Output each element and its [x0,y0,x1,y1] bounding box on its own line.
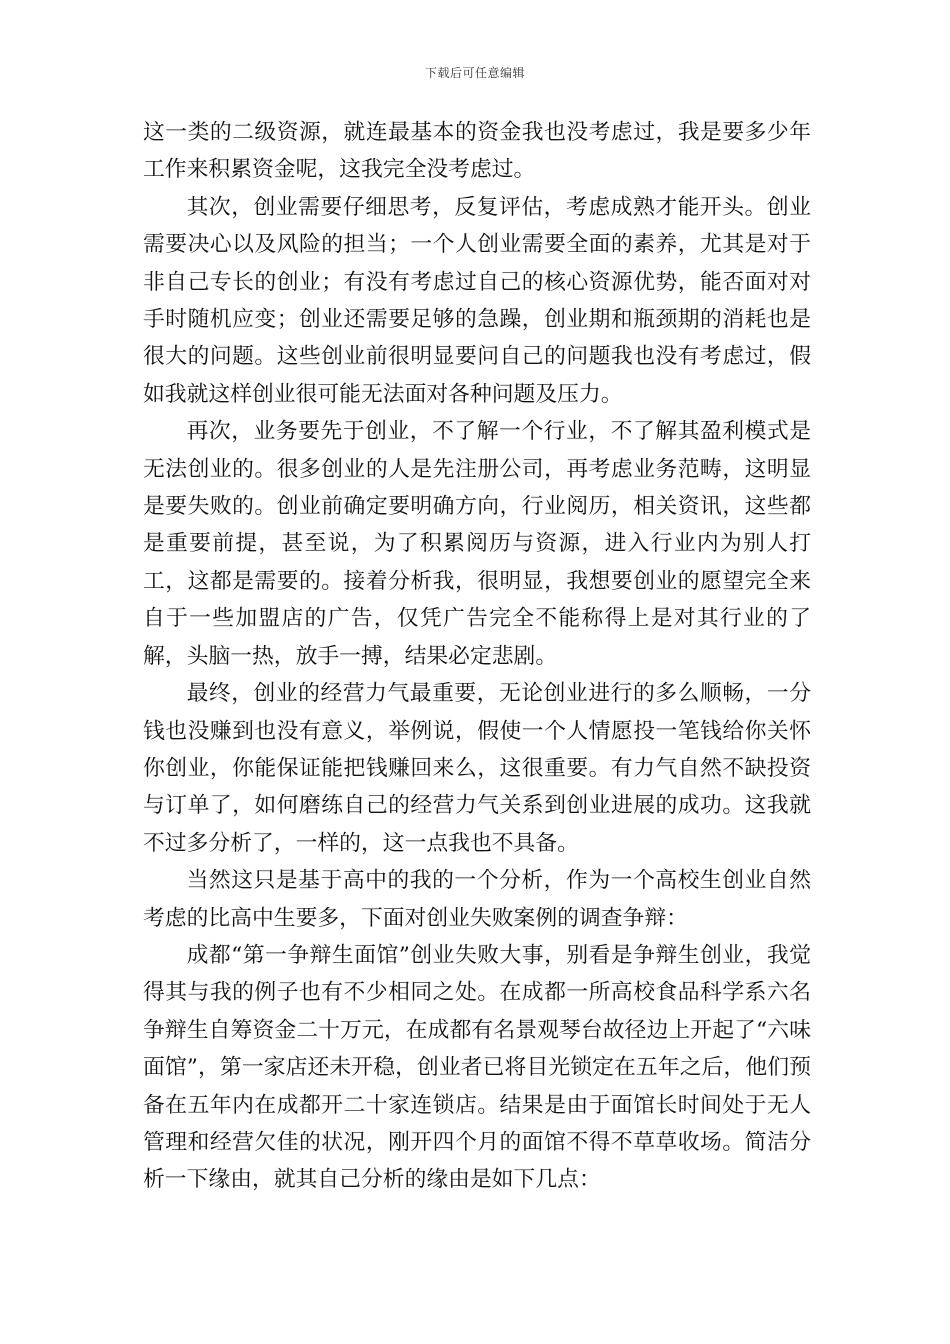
paragraph-2: 其次，创业需要仔细思考，反复评估，考虑成熟才能开头。创业需要决心以及风险的担当；一个人创业需要全面的素养，尤其是对于非自己专长的创业；有没有考虑过自己的核心资源优势，能否面对对手时随机应变；创业还需要足够的急躁，创业期和瓶颈期的消耗也是很大的问题。这些创业前很明显要问自己的问题我也没有考虑过，假如我就这样创业很可能无法面对各种问题及压力。 [143,194,811,407]
paragraph-4: 最终，创业的经营力气最重要，无论创业进行的多么顺畅，一分钱也没赚到也没有意义，举例说，假使一个人情愿投一笔钱给你关怀你创业，你能保证能把钱赚回来么，这很重要。有力气自然不缺投资与订单了，如何磨练自己的经营力气关系到创业进展的成功。这我就不过多分析了，一样的，这一点我也不具备。 [143,681,811,856]
body-text [143,114,811,1199]
paragraph-3: 再次，业务要先于创业，不了解一个行业，不了解其盈利模式是无法创业的。很多创业的人是先注册公司，再考虑业务范畴，这明显是要失败的。创业前确定要明确方向，行业阅历，相关资讯，这些都是重要前提，甚至说，为了积累阅历与资源，进入行业内为别人打工，这都是需要的。接着分析我，很明显，我想要创业的愿望完全来自于一些加盟店的广告，仅凭广告完全不能称得上是对其行业的了解，头脑一热，放手一搏，结果必定悲剧。 [143,419,811,669]
paragraph-5: 当然这只是基于高中的我的一个分析，作为一个高校生创业自然考虑的比高中生要多，下面对创业失败案例的调查争辩： [143,868,811,931]
paragraph-6: 成都“第一争辩生面馆”创业失败大事，别看是争辩生创业，我觉得其与我的例子也有不少相同之处。在成都一所高校食品科学系六名争辩生自筹资金二十万元，在成都有名景观琴台故径边上开起了“六味面馆”，第一家店还未开稳，创业者已将目光锁定在五年之后，他们预备在五年内在成都开二十家连锁店。结果是由于面馆长时间处于无人管理和经营欠佳的状况，刚开四个月的面馆不得不草草收场。简洁分析一下缘由，就其自己分析的缘由是如下几点： [143,942,811,1193]
page-header: 下载后可任意编辑 [424,66,525,80]
paragraph-1: 这一类的二级资源，就连最基本的资金我也没考虑过，我是要多少年工作来积累资金呢，这我完全没考虑过。 [143,120,811,183]
